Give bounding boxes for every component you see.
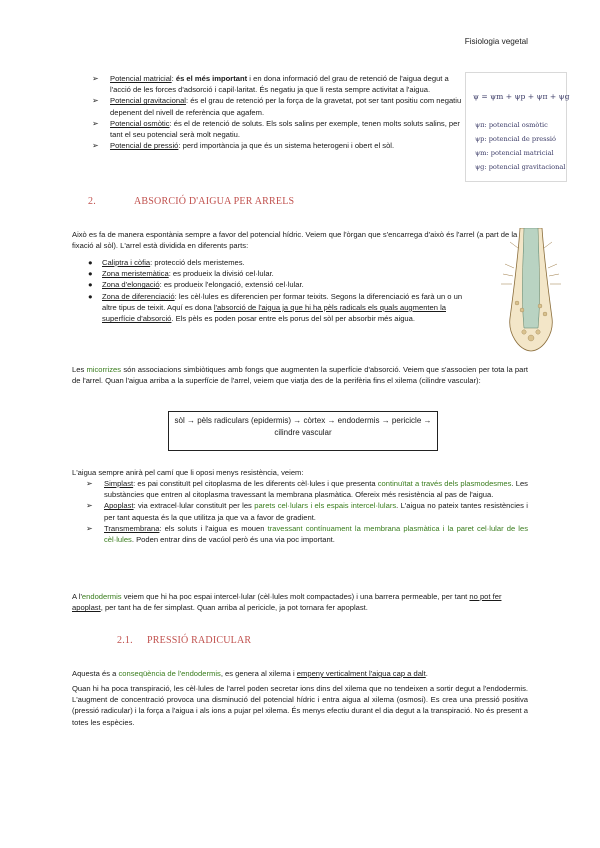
formula-legend-item: ψπ: potencial osmòtic (475, 121, 548, 129)
root-parts-list (72, 257, 472, 324)
list-item: ➢ Potencial matricial: és el més important i en dona informació del grau de retenció de l'aigua degut a l'acció de les forces d'adsorció i capil·laritat. És negatiu ja que li resta sempre activitat a l'aigua. (92, 74, 449, 95)
path-intro: L'aigua sempre anirà pel camí que li oposi menys resistència, veiem: (72, 468, 304, 477)
bullet-icon: ● (88, 269, 93, 279)
arrow-bullet-icon: ➢ (92, 74, 99, 83)
arrow-bullet-icon: ➢ (86, 523, 93, 533)
root-tip-illustration (500, 228, 562, 352)
arrow-bullet-icon: ➢ (86, 501, 93, 511)
list-item: ● Zona d'elongació: es produeix l'elongació, extensió cel·lular. (88, 280, 304, 290)
list-item: ➢ Simplast: es pai constituït pel citoplasma de les diferents cèl·lules i que presenta continuïtat a través dels plasmodesmes. Les substàncies que entren al citoplasma travessant la membrana plasmàtica. Ofereix més resistència al pas de l'aigua. (86, 479, 528, 500)
arrow-bullet-icon: ➢ (92, 96, 99, 106)
section2-intro: Això es fa de manera espontània sempre a favor del potencial hídric. Veiem que l'òrgan que s'encarrega d'això és l'arrel (a part de la fixació al sòl). L'arrel està dividida en diferents parts: (72, 230, 518, 251)
section-heading: 2. ABSORCIÓ D'AIGUA PER ARRELS (88, 196, 295, 207)
bullet-icon: ● (88, 258, 93, 267)
micorrizes-paragraph: Les micorrizes són associacions simbiòtiques amb fongs que augmenten la superfície d'absorció. Veiem que s'associen per tota la part de l'arrel. Quan l'aigua arriba a la superfície de l'arrel, veiem que viatja des de la perifèria fins el xilema (cilindre vascular): (72, 365, 528, 386)
water-paths-list (80, 478, 528, 545)
formula-legend-item: ψp: potencial de pressió (475, 135, 556, 143)
list-item: ➢ Potencial osmòtic: és el de retenció de soluts. Els sols salins per exemple, tenen molts soluts salins, per tant el seu potencial serà molt negatiu. (92, 118, 460, 140)
list-item: ➢ Apoplast: via extracel·lular constituït per les parets cel·lulars i els espais intercel·lulars. L'aigua no pateix tantes resistències i per tant aquesta és la que utilitza ja que va a favor de gradient. (86, 501, 528, 522)
bullet-icon: ● (88, 280, 93, 290)
subsection-heading: 2.1. PRESSIÓ RADICULAR (117, 635, 252, 646)
list-item: ● Zona de diferenciació: les cèl·lules es diferencien per formar teixits. Segons la diferenciació es farà un o un altre tipus de teixit. Aquí es dona l'absorció de l'aigua ja que hi ha pèls radicals els quals augmenten la superfície d'absorció. Els pèls es poden posar entre els porus del sòl per absorbir més aigua. (88, 291, 463, 324)
pressio-paragraph-2: Quan hi ha poca transpiració, les cèl·lules de l'arrel poden secretar ions dins del xilema que no tendeixen a sortir degut a l'endodermis. L'augment de concentració provoca una disminució del potencial hídric i entra aigua al xilema (osmosi). Es crea una pressió positiva (pressió radicular) i la força a l'aigua i als ions a pujar pel xilema. És menys efectiu durant el dia degut a la transpiració. No és present a totes les espècies. (72, 684, 528, 727)
bullet-icon: ● (88, 291, 93, 301)
list-item: ➢ Potencial de pressió: perd importància ja que és un sistema heterogeni i obert el sòl. (92, 141, 395, 151)
potentials-list (86, 73, 464, 152)
list-item: ● Caliptra i còfia: protecció dels meristemes. (88, 258, 245, 267)
list-item: ➢ Transmembrana: els soluts i l'aigua es mouen travessant contínuament la membrana plasmàtica i la paret cel·lular de les cèl·lules. Poden entrar dins de vacúol però és una via poc important. (86, 523, 528, 545)
list-item: ● Zona meristemàtica: es produeix la divisió cel·lular. (88, 269, 274, 279)
list-item: ➢ Potencial gravitacional: és el grau de retenció per la força de la gravetat, pot ser tant positiu com negatiu depenent del nivell de referència que agafem. (92, 96, 462, 117)
pressio-paragraph-1: Aquesta és a conseqüència de l'endodermis, es genera al xilema i empeny verticalment l'aigua cap a dalt. (72, 669, 428, 678)
water-potential-formula (465, 72, 570, 182)
formula-legend-item: ψm: potencial matricial (475, 149, 554, 157)
arrow-bullet-icon: ➢ (92, 141, 99, 151)
arrow-bullet-icon: ➢ (86, 479, 93, 488)
endodermis-paragraph: A l'endodermis veiem que hi ha poc espai intercel·lular (cèl·lules molt compactades) i una barrera permeable, per tant no pot fer apoplast, per tant ha de fer simplast. Quan arriba al pericicle, ja pot tornara fer apoplast. (72, 592, 502, 613)
water-path-box: sòl → pèls radiculars (epidermis) → còrtex → endodermis → pericicle → cilindre vascular (168, 411, 438, 451)
running-header: Fisiologia vegetal (464, 37, 528, 46)
arrow-bullet-icon: ➢ (92, 118, 99, 128)
formula-legend-item: ψg: potencial gravitacional (475, 163, 566, 171)
formula-equation: ψ = ψm + ψp + ψπ + ψg (473, 92, 570, 101)
